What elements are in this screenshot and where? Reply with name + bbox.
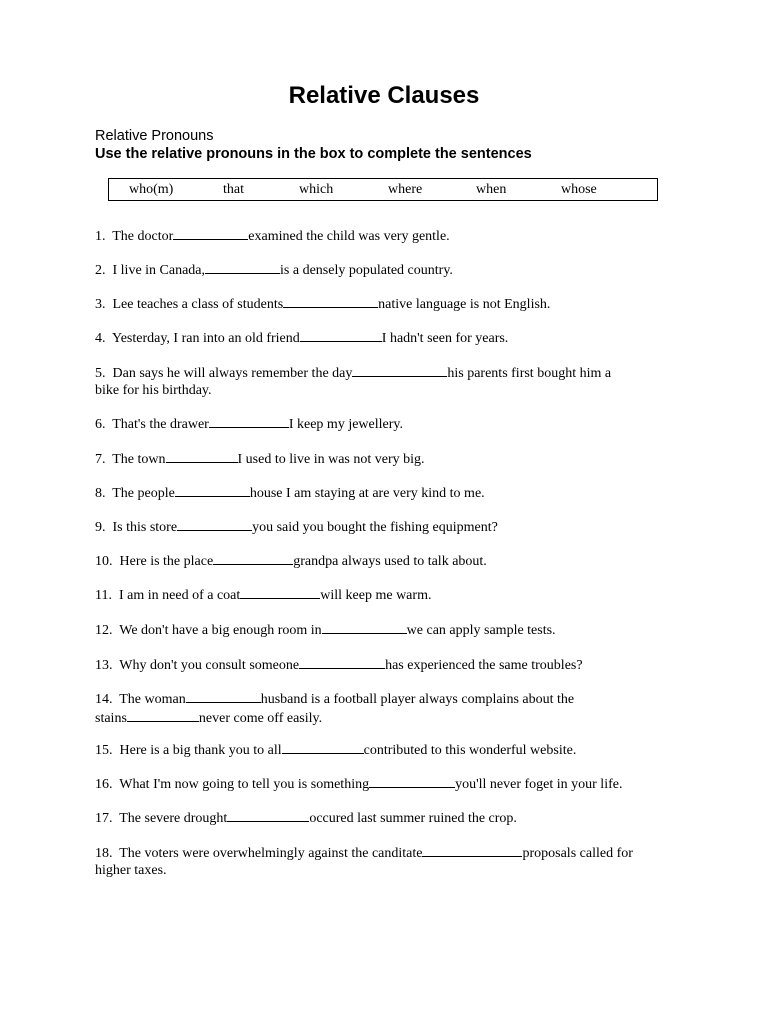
question	[95, 620, 695, 639]
question-text: contributed to this wonderful website.	[363, 743, 577, 758]
answer-blank[interactable]	[205, 260, 280, 274]
question-text: has experienced the same troubles?	[385, 658, 583, 673]
question-number: 9.	[95, 520, 106, 535]
question	[95, 551, 695, 570]
question-text: The people	[112, 486, 175, 501]
answer-blank[interactable]	[213, 551, 293, 565]
question-number: 15.	[95, 743, 113, 758]
instruction: Use the relative pronouns in the box to complete the sentences	[95, 146, 532, 162]
question-text: Here is a big thank you to all	[119, 743, 282, 758]
question-text: grandpa always used to talk about.	[293, 554, 487, 569]
question-number: 16.	[95, 777, 113, 792]
question-number: 5.	[95, 366, 106, 381]
word-box-item: where	[388, 182, 423, 197]
question-text: his parents first bought him a	[447, 366, 612, 381]
word-box-item: whose	[561, 182, 597, 197]
question-text: Here is the place	[119, 554, 214, 569]
question-text: you'll never foget in your life.	[455, 777, 623, 792]
question-number: 7.	[95, 452, 106, 467]
answer-blank[interactable]	[300, 328, 382, 342]
question	[95, 808, 695, 827]
question-text: native language is not English.	[378, 297, 551, 312]
question-number: 4.	[95, 331, 106, 346]
question-text: Is this store	[112, 520, 178, 535]
question-text: higher taxes.	[95, 863, 167, 878]
question-text: examined the child was very gentle.	[248, 229, 450, 244]
answer-blank[interactable]	[127, 708, 199, 722]
answer-blank[interactable]	[175, 483, 250, 497]
answer-blank[interactable]	[352, 363, 447, 377]
question-text: I keep my jewellery.	[288, 417, 403, 432]
answer-blank[interactable]	[369, 774, 455, 788]
question	[95, 363, 695, 399]
question-text: will keep me warm.	[320, 588, 432, 603]
question-number: 17.	[95, 811, 113, 826]
question	[95, 740, 695, 759]
question	[95, 328, 695, 347]
question-text: I am in need of a coat	[118, 588, 241, 603]
question	[95, 774, 695, 793]
question-text: I used to live in was not very big.	[237, 452, 425, 467]
answer-blank[interactable]	[166, 449, 238, 463]
question-number: 10.	[95, 554, 113, 569]
word-box-item: who(m)	[129, 182, 174, 197]
answer-blank[interactable]	[186, 689, 261, 703]
question-text: bike for his birthday.	[95, 383, 212, 398]
question	[95, 689, 695, 727]
answer-blank[interactable]	[282, 740, 364, 754]
question-text: occured last summer ruined the crop.	[309, 811, 517, 826]
question	[95, 483, 695, 502]
question-text: The doctor	[112, 229, 174, 244]
question-number: 14.	[95, 692, 113, 707]
subheading: Relative Pronouns	[95, 128, 214, 144]
question-text: is a densely populated country.	[280, 263, 453, 278]
answer-blank[interactable]	[322, 620, 407, 634]
question	[95, 226, 695, 245]
question-text: I hadn't seen for years.	[381, 331, 509, 346]
question-text: Lee teaches a class of students	[112, 297, 284, 312]
word-box-item: which	[299, 182, 334, 197]
question-number: 3.	[95, 297, 106, 312]
question-text: The woman	[119, 692, 186, 707]
answer-blank[interactable]	[240, 585, 320, 599]
question-text: house I am staying at are very kind to me.	[249, 486, 485, 501]
question-text: The severe drought	[119, 811, 228, 826]
question	[95, 655, 695, 674]
question-number: 1.	[95, 229, 106, 244]
question	[95, 260, 695, 279]
question-number: 12.	[95, 623, 113, 638]
question-text: I live in Canada,	[112, 263, 206, 278]
question-number: 8.	[95, 486, 106, 501]
question-text: Why don't you consult someone	[119, 658, 300, 673]
question-text: The town	[112, 452, 166, 467]
answer-blank[interactable]	[209, 414, 289, 428]
answer-blank[interactable]	[177, 517, 252, 531]
question	[95, 449, 695, 468]
question	[95, 294, 695, 313]
question-number: 18.	[95, 846, 113, 861]
question-text: stains	[95, 711, 127, 726]
question-text: We don't have a big enough room in	[119, 623, 322, 638]
question	[95, 414, 695, 433]
question	[95, 843, 695, 879]
question-text: The voters were overwhelmingly against the canditate	[119, 846, 423, 861]
question-text: husband is a football player always complains about the	[260, 692, 575, 707]
question	[95, 517, 695, 536]
question-text: What I'm now going to tell you is something	[119, 777, 370, 792]
question-text: never come off easily.	[198, 711, 323, 726]
answer-blank[interactable]	[173, 226, 248, 240]
question-text: proposals called for	[522, 846, 633, 861]
word-box	[108, 178, 658, 201]
question-text: we can apply sample tests.	[406, 623, 556, 638]
question-text: you said you bought the fishing equipment?	[252, 520, 498, 535]
question-number: 6.	[95, 417, 106, 432]
word-box-item: that	[223, 182, 244, 197]
answer-blank[interactable]	[422, 843, 522, 857]
question-number: 11.	[95, 588, 112, 603]
question	[95, 585, 695, 604]
question-text: That's the drawer	[112, 417, 209, 432]
question-number: 2.	[95, 263, 106, 278]
question-text: Yesterday, I ran into an old friend	[111, 331, 300, 346]
question-number: 13.	[95, 658, 113, 673]
answer-blank[interactable]	[227, 808, 309, 822]
answer-blank[interactable]	[299, 655, 385, 669]
answer-blank[interactable]	[283, 294, 378, 308]
word-box-item: when	[476, 182, 507, 197]
worksheet-title: Relative Clauses	[288, 82, 480, 109]
question-text: Dan says he will always remember the day	[112, 366, 353, 381]
